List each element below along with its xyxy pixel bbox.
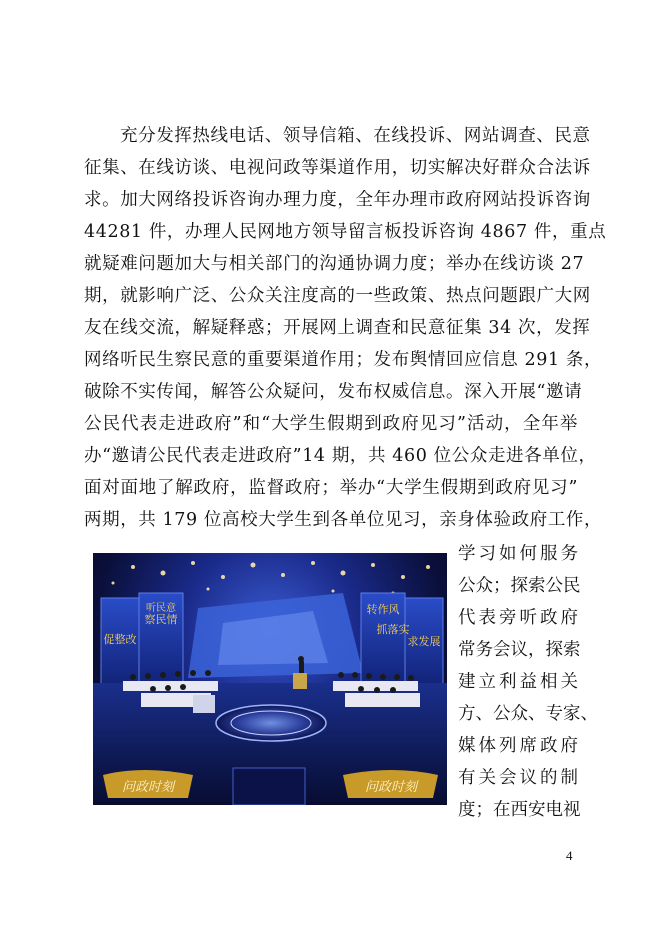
paragraph-line: 友在线交流，解疑释惑；开展网上调查和民意征集 34 次，发挥 [84, 318, 591, 338]
paragraph-line: 破除不实传闻，解答公众疑问，发布权威信息。深入开展“邀请 [84, 382, 583, 402]
paragraph-line: 44281 件，办理人民网地方领导留言板投诉咨询 4867 件，重点 [84, 222, 607, 242]
side-text-line: 媒体列席政府 [458, 736, 578, 756]
page-number: 4 [566, 848, 573, 863]
paragraph-line: 网络听民生察民意的重要渠道作用；发布舆情回应信息 291 条， [84, 350, 603, 370]
paragraph-line: 就疑难问题加大与相关部门的沟通协调力度；举办在线访谈 27 [84, 254, 585, 274]
banner-text: 问政时刻 [364, 780, 418, 795]
tv-studio-illustration [93, 553, 447, 805]
paragraph-line: 公民代表走进政府”和“大学生假期到政府见习”活动，全年举 [84, 414, 578, 434]
paragraph-line: 面对面地了解政府，监督政府；举办“大学生假期到政府见习” [84, 478, 578, 498]
paragraph-line: 充分发挥热线电话、领导信箱、在线投诉、网站调查、民意 [120, 126, 591, 146]
side-text-line: 代表旁听政府 [458, 608, 578, 628]
paragraph-line: 求。加大网络投诉咨询办理力度，全年办理市政府网站投诉咨询 [84, 190, 591, 210]
paragraph-line: 办“邀请公民代表走进政府”14 期，共 460 位公众走进各单位， [84, 446, 597, 466]
banner-text: 问政时刻 [121, 780, 175, 795]
screen-text: 求发展 [407, 635, 441, 648]
screen-text: 促整改 [103, 633, 137, 646]
side-text-line: 学习如何服务 [458, 544, 578, 564]
screen-text: 抓落实 [376, 623, 410, 636]
screen-text: 察民情 [144, 613, 178, 626]
screen-text: 转作风 [366, 603, 400, 616]
tv-studio-photo [93, 553, 447, 805]
side-text-line: 建立利益相关 [458, 672, 578, 692]
screen-text: 听民意 [146, 603, 176, 614]
side-text-line: 常务会议，探索 [458, 640, 581, 660]
side-text-line: 有关会议的制 [458, 768, 578, 788]
side-text-line: 方、公众、专家、 [458, 704, 598, 724]
side-text-line: 度；在西安电视 [458, 800, 581, 820]
paragraph-line: 征集、在线访谈、电视问政等渠道作用，切实解决好群众合法诉 [84, 158, 591, 178]
side-text-line: 公众；探索公民 [458, 576, 581, 596]
paragraph-line: 两期，共 179 位高校大学生到各单位见习，亲身体验政府工作， [84, 510, 603, 530]
paragraph-line: 期，就影响广泛、公众关注度高的一些政策、热点问题跟广大网 [84, 286, 591, 306]
